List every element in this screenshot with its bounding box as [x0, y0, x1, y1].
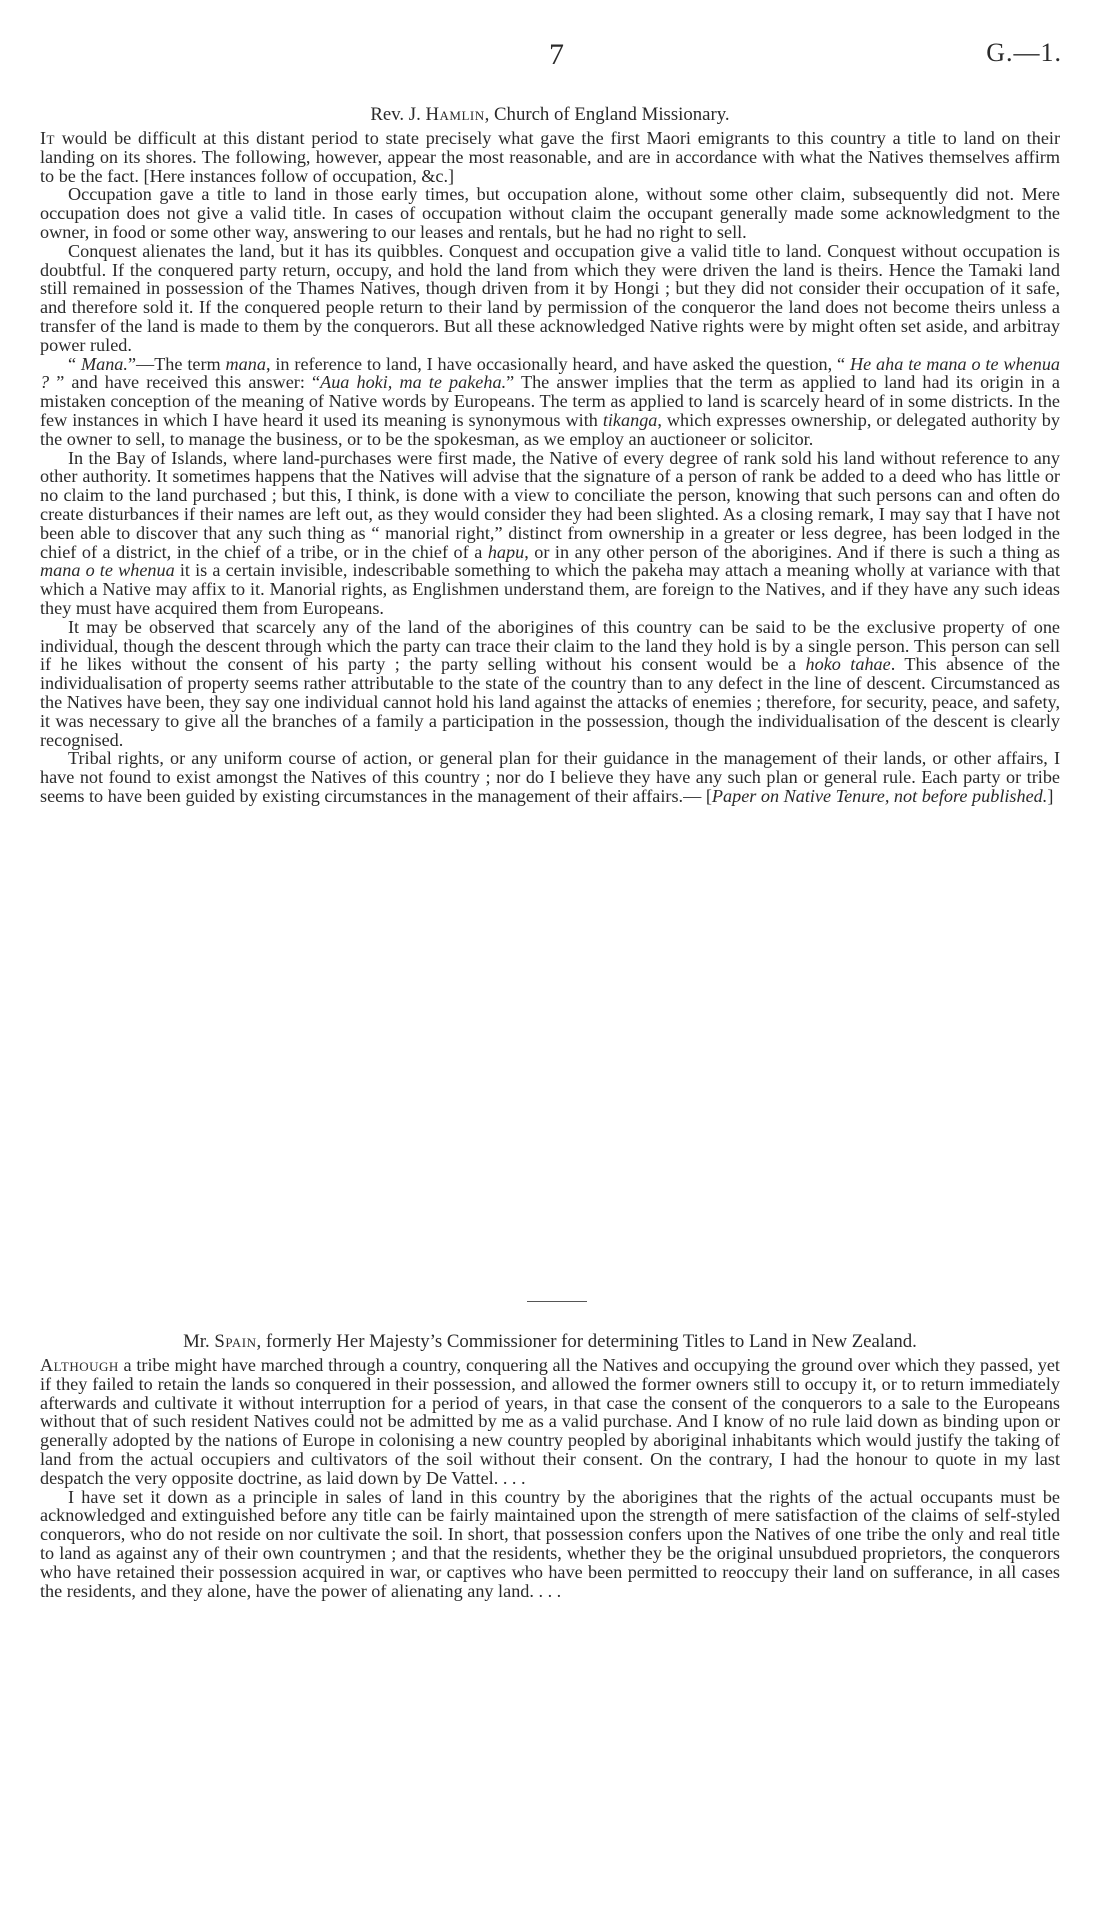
section-divider — [527, 1301, 587, 1302]
paragraph: Occupation gave a title to land in those early times, but occupation alone, without some other claim, subsequently did not. Mere occupation does not give a valid title. In cases of occupation without claim the occupant generally made some acknowledgment to the owner, in food or some other way, answering to our leases and rentals, but he had no right to sell. — [40, 184, 1060, 242]
paragraph: In the Bay of Islands, where land-purchases were first made, the Native of every degree of rank sold his land without reference to any other authority. It sometimes happens that the Natives will advise that the signature of a person of rank be added to a deed who has little or no claim to the land purchased ; but this, I think, is done with a view to conciliate the person, knowing that such persons can and often do create disturbances if their names are left out, as they would consider they had been slighted. As a closing remark, I may say that I have not been able to discover that any such thing as “ manorial right,” distinct from ownership in a greater or less degree, has been lodged in the chief of a district, in the chief of a tribe, or in the chief of a hapu, or in any other person of the aborigines. And if there is such a thing as mana o te whenua it is a certain invisible, indescribable something to which the pakeha may attach a meaning wholly at variance with that which a Native may affix to it. Manorial rights, as Englishmen understand them, are foreign to the Natives, and if they have any such ideas they must have acquired them from Europeans. — [40, 447, 1060, 618]
source-citation: Paper on Native Tenure, not before published. — [711, 785, 1048, 806]
paragraph: “ Mana.”—The term mana, in reference to land, I have occasionally heard, and have asked the question, “ He aha te mana o te whenua ? ” and have received this answer: “Aua hoki, ma te pakeha.” The answer implies that the term as applied to land had its origin in a mistaken conception of the meaning of Native words by Europeans. The term as applied to land is scarcely heard of in some districts. In the few instances in which I have heard it used its meaning is synonymous with tikanga, which expresses ownership, or delegated authority by the owner to sell, to manage the business, or to be the spokesman, as we employ an auctioneer or solicitor. — [40, 353, 1061, 449]
paragraph: I have set it down as a principle in sales of land in this country by the aborigines that the rights of the actual occupants must be acknowledged and extinguished before any title can be fairly maintained upon the strength of mere satisfaction of the claims of self-styled conquerors, who do not reside on nor cultivate the soil. In short, that possession confers upon the Natives of one tribe the only and real title to land as against any of their own countrymen ; and that the residents, whether they be the original unsubdued proprietors, the conquerors who have retained their possession acquired in war, or captives who have been permitted to reoccupy their land on sufferance, in all cases the residents, and they alone, have the power of alienating any land. . . . — [40, 1486, 1060, 1601]
author-name-spain: Spain — [214, 1331, 257, 1352]
hamlin-section — [40, 104, 1060, 806]
spain-section — [40, 1331, 1060, 1600]
section-heading-hamlin: Rev. J. Hamlin, Church of England Missionary. — [370, 104, 730, 125]
paragraph: Although a tribe might have marched through a country, conquering all the Natives and occupying the ground over which they passed, yet if they failed to retain the lands so conquered in their possession, and allowed the former owners still to occupy it, or to return immediately afterwards and cultivate it without interruption for a period of years, in that case the consent of the conquerors to a sale to the Europeans without that of such resident Natives could not be admitted by me as a valid purchase. And I know of no rule laid down as binding upon or generally adopted by the nations of Europe in colonising a new country peopled by aboriginal inhabitants which would justify the taking of land from the actual occupiers and cultivators of the soil without their consent. On the contrary, I had the honour to quote in my last despatch the very opposite doctrine, as laid down by De Vattel. . . . — [40, 1355, 1060, 1488]
report-reference: G.—1. — [986, 38, 1062, 67]
paragraph: It may be observed that scarcely any of the land of the aborigines of this country can be said to be the exclusive property of one individual, though the descent through which the party can trace their claim to the land they hold is by a single person. This person can sell if he likes without the consent of his party ; the party selling without his consent would be a hoko tahae. This absence of the individualisation of property seems rather attributable to the state of the country than to any defect in the line of descent. Circumstanced as the Natives have been, they say one individual cannot hold his land against the attacks of enemies ; therefore, for security, peace, and safety, it was necessary to give all the branches of a family a participation in the possession, though the individualisation of the descent is clearly recognised. — [40, 616, 1060, 750]
page-number: 7 — [549, 38, 565, 71]
paragraph: Tribal rights, or any uniform course of action, or general plan for their guidance in the management of their lands, or other affairs, I have not found to exist amongst the Natives of this country ; nor do I believe they have any such plan or general rule. Each party or tribe seems to have been guided by existing circumstances in the management of their affairs.— [Paper on Native Tenure, not before published.] — [40, 748, 1060, 806]
author-name-hamlin: Hamlin — [425, 104, 485, 125]
paragraph: Conquest alienates the land, but it has its quibbles. Conquest and occupation give a valid title to land. Conquest without occupation is doubtful. If the conquered party return, occupy, and hold the land from which they were driven the land is theirs. Hence the Tamaki land still remained in possession of the Thames Natives, though driven from it by Hongi ; but they did not consider their occupation of it safe, and therefore sold it. If the conquered people return to their land by permission of the conqueror the land does not become theirs unless a transfer of the land is made to them by the conquerors. But all these acknowledged Native rights were by might often set aside, and arbitray power ruled. — [40, 240, 1060, 355]
paragraph: It would be difficult at this distant period to state precisely what gave the first Maori emigrants to this country a title to land on their landing on its shores. The following, however, appear the most reasonable, and are in accordance with what the Natives themselves affirm to be the fact. [Here instances follow of occupation, &c.] — [40, 128, 1060, 186]
section-heading-spain: Mr. Spain, formerly Her Majesty’s Commissioner for determining Titles to Land in New Zealand. — [183, 1331, 917, 1352]
